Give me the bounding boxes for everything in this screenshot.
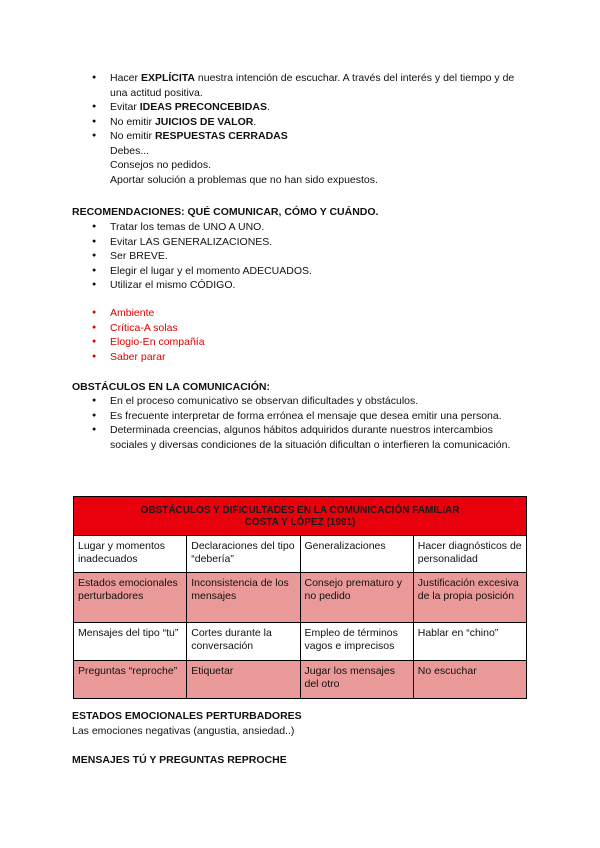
sub-line: Aportar solución a problemas que no han sido expuestos. [110, 173, 378, 186]
you-messages-heading: MENSAJES TÚ Y PREGUNTAS REPROCHE [72, 754, 287, 766]
table-cell: Inconsistencia de los mensajes [187, 573, 300, 623]
list-item: ● Ser BREVE. [90, 249, 530, 264]
table-cell: Hacer diagnósticos de personalidad [413, 536, 526, 573]
table-cell: Preguntas “reproche” [74, 661, 187, 699]
table-cell: Jugar los mensajes del otro [300, 661, 413, 699]
table-cell: No escuchar [413, 661, 526, 699]
red-tips-list [90, 306, 530, 364]
obstacles-table [73, 496, 527, 699]
list-item: ● Evitar IDEAS PRECONCEBIDAS. [90, 100, 530, 115]
table-row [74, 623, 527, 661]
recommendations-heading: RECOMENDACIONES: QUÉ COMUNICAR, CÓMO Y CUÁNDO. [72, 206, 379, 218]
table-row [74, 536, 527, 573]
table-cell: Empleo de términos vagos e imprecisos [300, 623, 413, 661]
table-cell: Mensajes del tipo “tu” [74, 623, 187, 661]
list-item: ● Elegir el lugar y el momento ADECUADOS. [90, 264, 530, 279]
table-cell: Cortes durante la conversación [187, 623, 300, 661]
list-item: ● Utilizar el mismo CÓDIGO. [90, 278, 530, 293]
table-cell: Hablar en “chino” [413, 623, 526, 661]
table-title [74, 497, 527, 536]
list-item: ● No emitir JUICIOS DE VALOR. [90, 115, 530, 130]
table-row [74, 573, 527, 623]
table-cell: Generalizaciones [300, 536, 413, 573]
table-title-line2: COSTA Y LÓPEZ (1991) [244, 517, 356, 528]
table-cell: Estados emocionales perturbadores [74, 573, 187, 623]
table-cell: Etiquetar [187, 661, 300, 699]
list-item: ● Hacer EXPLÍCITA nuestra intención de escuchar. A través del interés y del tiempo y de una actitud positiva. [90, 71, 530, 100]
list-item: ● Saber parar [90, 350, 530, 365]
list-item: ● En el proceso comunicativo se observan dificultades y obstáculos. [90, 394, 530, 409]
list-item: ● Tratar los temas de UNO A UNO. [90, 220, 530, 235]
table-cell: Justificación excesiva de la propia posición [413, 573, 526, 623]
list-item: ● Determinada creencias, algunos hábitos adquiridos durante nuestros intercambios sociales y diversas condiciones de la situación dificultan o interfieren la comunicación. [90, 423, 530, 452]
list-item: ● Crítica-A solas [90, 321, 530, 336]
table-title-line1: OBSTÁCULOS Y DIFICULTADES EN LA COMUNICACIÓN FAMILIAR [140, 505, 460, 516]
recommendations-list [90, 220, 530, 293]
table-cell: Declaraciones del tipo “debería” [187, 536, 300, 573]
table-cell: Consejo prematuro y no pedido [300, 573, 413, 623]
table-row [74, 661, 527, 699]
obstacles-heading: OBSTÁCULOS EN LA COMUNICACIÓN: [72, 381, 270, 393]
emotional-states-text: Las emociones negativas (angustia, ansiedad..) [72, 725, 295, 737]
list-item: ● Evitar LAS GENERALIZACIONES. [90, 235, 530, 250]
list-item: ● Elogio-En compañía [90, 335, 530, 350]
list-item: ● Es frecuente interpretar de forma errónea el mensaje que desea emitir una persona. [90, 409, 530, 424]
sub-line: Consejos no pedidos. [110, 159, 211, 171]
list-item: ● No emitir RESPUESTAS CERRADAS [90, 129, 530, 144]
list-item: ● Ambiente [90, 306, 530, 321]
listening-tips-list [90, 71, 530, 187]
emotional-states-heading: ESTADOS EMOCIONALES PERTURBADORES [72, 710, 302, 722]
sub-line: Debes... [110, 144, 150, 157]
obstacles-list [90, 394, 530, 452]
table-cell: Lugar y momentos inadecuados [74, 536, 187, 573]
